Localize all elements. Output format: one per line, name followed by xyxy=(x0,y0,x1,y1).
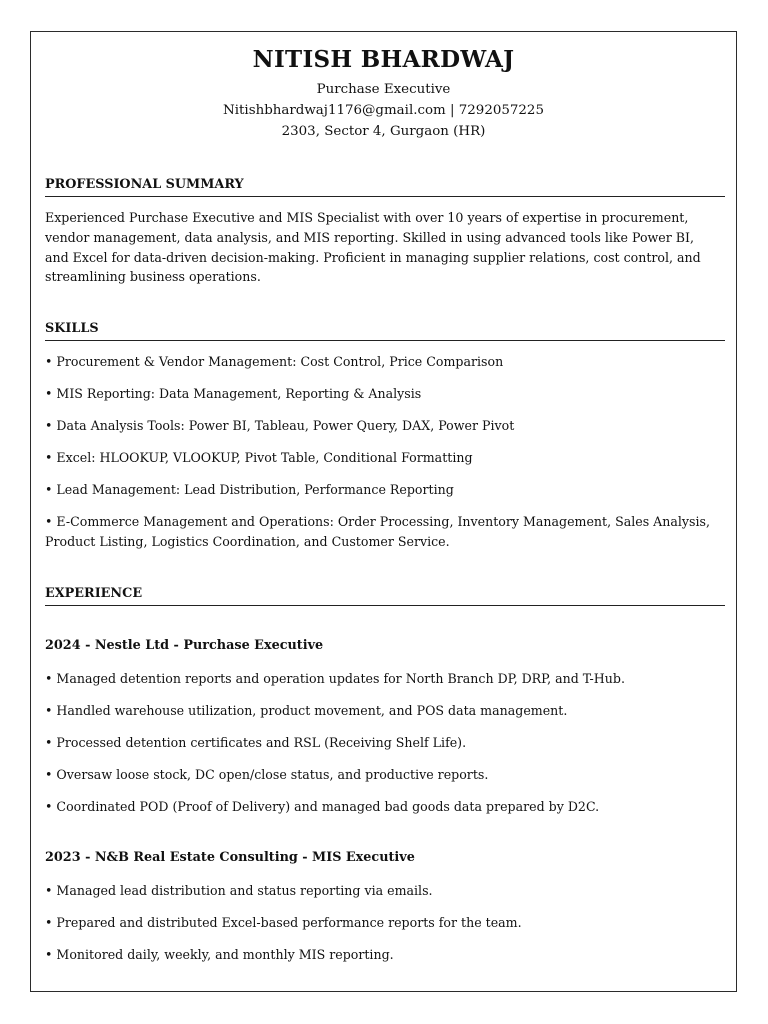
experience-heading: EXPERIENCE xyxy=(45,586,725,606)
skill-item: • Procurement & Vendor Management: Cost Control, Price Comparison xyxy=(45,354,504,369)
experience-bullet: • Oversaw loose stock, DC open/close status, and productive reports. xyxy=(45,767,489,782)
experience-bullet: • Handled warehouse utilization, product movement, and POS data management. xyxy=(45,703,568,718)
job-title: Purchase Executive xyxy=(316,82,451,97)
address: 2303, Sector 4, Gurgaon (HR) xyxy=(281,124,486,139)
skill-item: • Lead Management: Lead Distribution, Performance Reporting xyxy=(45,482,454,497)
experience-bullet: • Processed detention certificates and RSL (Receiving Shelf Life). xyxy=(45,735,467,750)
skills-heading: SKILLS xyxy=(45,321,725,341)
experience-bullet: • Monitored daily, weekly, and monthly MIS reporting. xyxy=(45,947,394,962)
skill-item: • Data Analysis Tools: Power BI, Tableau, Power Query, DAX, Power Pivot xyxy=(45,418,515,433)
summary-heading: PROFESSIONAL SUMMARY xyxy=(45,177,725,197)
contact-info: Nitishbhardwaj1176@gmail.com | 7292057225 xyxy=(223,103,544,118)
experience-bullet: • Coordinated POD (Proof of Delivery) and managed bad goods data prepared by D2C. xyxy=(45,799,600,814)
skill-item: • Excel: HLOOKUP, VLOOKUP, Pivot Table, Conditional Formatting xyxy=(45,450,473,465)
skill-item: • MIS Reporting: Data Management, Reporting & Analysis xyxy=(45,386,422,401)
experience-bullet: • Prepared and distributed Excel-based performance reports for the team. xyxy=(45,915,522,930)
job-title-nestle: 2024 - Nestle Ltd - Purchase Executive xyxy=(45,638,324,653)
experience-bullet: • Managed lead distribution and status reporting via emails. xyxy=(45,883,433,898)
candidate-name: NITISH BHARDWAJ xyxy=(252,46,515,73)
experience-bullet: • Managed detention reports and operation updates for North Branch DP, DRP, and T-Hub. xyxy=(45,671,625,686)
job-title-nb: 2023 - N&B Real Estate Consulting - MIS Executive xyxy=(45,850,415,865)
skill-item: • E-Commerce Management and Operations: Order Processing, Inventory Management, Sales Analysis, Product Listing, Logistics Coordination, and Customer Service. xyxy=(45,514,710,549)
summary-text: Experienced Purchase Executive and MIS Specialist with over 10 years of expertise in procurement, vendor management, data analysis, and MIS reporting. Skilled in using advanced tools like Power BI, and Excel for data-driven decision-making. Proficient in managing supplier relations, cost control, and streamlining business operations. xyxy=(45,210,701,285)
